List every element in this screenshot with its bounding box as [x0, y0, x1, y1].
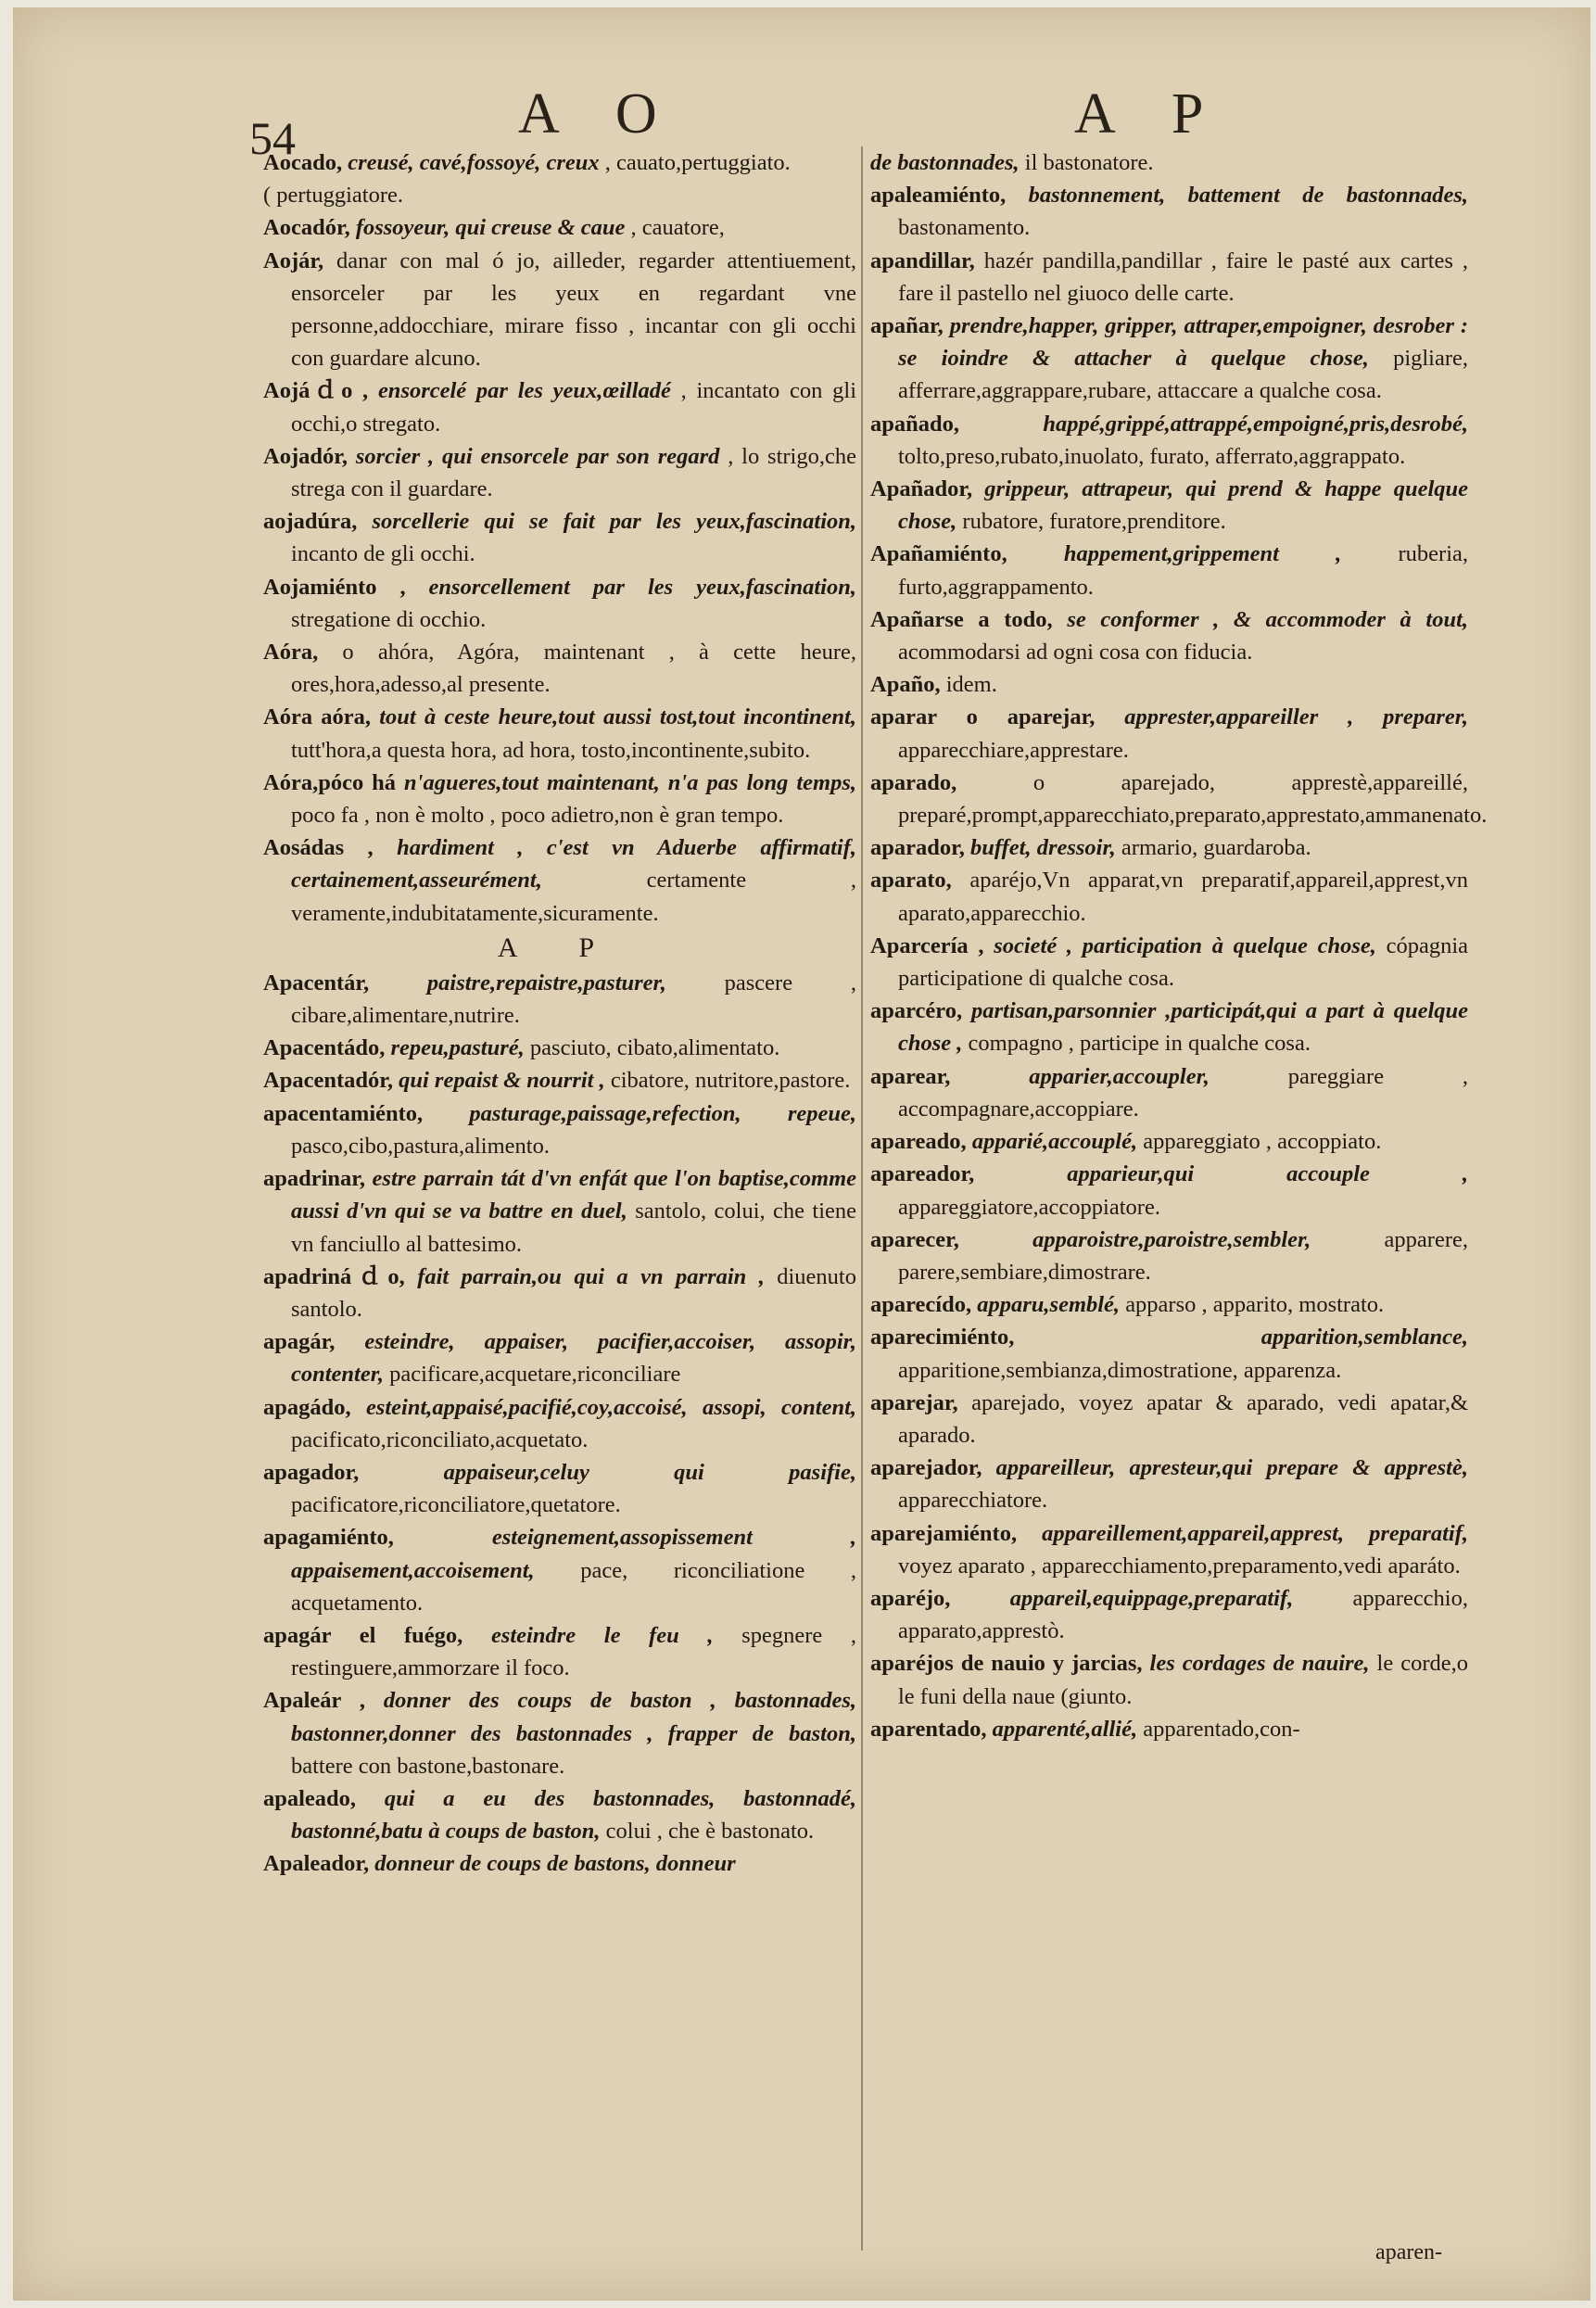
- dictionary-entry: [263, 1162, 856, 1261]
- dictionary-entry: [870, 473, 1468, 538]
- entry-italian: tutt'hora,a questa hora, ad hora, tosto,incontinente,subito.: [291, 737, 811, 763]
- dictionary-entry: [870, 1713, 1468, 1745]
- dictionary-entry: [263, 1032, 856, 1064]
- entry-headword: aparador,: [870, 835, 965, 861]
- entry-french: buffet, dressoir,: [970, 835, 1116, 861]
- entry-headword: apandillar,: [870, 247, 975, 273]
- entry-french: hardiment , c'est vn Aduerbe affirmatif, certainement,asseurément,: [291, 835, 856, 894]
- entry-italian: pareggiare , accompagnare,accoppiare.: [898, 1063, 1469, 1122]
- entry-french: donner des coups de baston , bastonnades, bastonner,donner des bastonnades , frapper de baston,: [291, 1688, 856, 1746]
- entry-headword: apagádo,: [263, 1394, 351, 1420]
- entry-headword: aparejador,: [870, 1455, 982, 1481]
- entry-italian: certamente , veramente,indubitatamente,sicuramente.: [291, 868, 856, 926]
- entry-headword: aparéjos de nauio y jarcias,: [870, 1651, 1143, 1677]
- entry-french: paistre,repaistre,pasturer,: [426, 970, 666, 995]
- entry-headword: apadrinar,: [263, 1166, 366, 1192]
- entry-french: esteindre le feu ,: [490, 1622, 714, 1648]
- dictionary-entry: [263, 701, 856, 766]
- entry-french: partisan,parsonnier ,participát,qui a part à quelque chose ,: [898, 998, 1469, 1057]
- dictionary-entry: [263, 1456, 856, 1521]
- dictionary-entry: [263, 1782, 856, 1847]
- entry-headword: Apaleár ,: [263, 1688, 365, 1714]
- entry-french: creusé, cavé,fossoyé, creux: [348, 150, 600, 175]
- section-heading: A P: [497, 932, 623, 963]
- entry-headword: Aojár,: [263, 247, 324, 273]
- entry-headword: Aosádas ,: [263, 835, 374, 861]
- entry-french: esteint,appaisé,pacifié,coy,accoisé, assopi, content,: [365, 1394, 857, 1420]
- dictionary-entry: [870, 930, 1468, 995]
- entry-italian: ruberia, furto,aggrappamento.: [898, 541, 1469, 600]
- dictionary-entry: [870, 603, 1468, 668]
- entry-french: les cordages de nauire,: [1149, 1651, 1370, 1677]
- dictionary-entry: [870, 1582, 1468, 1647]
- dictionary-entry: [263, 1391, 856, 1456]
- entry-italian: pacificare,acquetare,riconciliare: [389, 1362, 681, 1388]
- entry-french: societé , participation à quelque chose,: [994, 932, 1376, 958]
- dictionary-entry: [870, 1517, 1468, 1582]
- entry-headword: aparado,: [870, 769, 957, 795]
- entry-headword: Apacentádo,: [263, 1035, 386, 1061]
- entry-headword: aparar o aparejar,: [870, 704, 1096, 730]
- entry-headword: Aojadór,: [263, 443, 348, 469]
- entry-italian: acommodarsi ad ogni cosa con fiducia.: [898, 640, 1253, 666]
- column-divider: [861, 146, 863, 2251]
- entry-headword: apagár el fuégo,: [263, 1622, 463, 1648]
- entry-italian: apparecchio, apparato,apprestò.: [898, 1585, 1468, 1644]
- entry-italian: apparere, parere,sembiare,dimostrare.: [898, 1226, 1468, 1285]
- entry-italian: apparitione,sembianza,dimostratione, apparenza.: [898, 1357, 1342, 1383]
- entry-french: se conformer , & accommoder à tout,: [1067, 606, 1469, 632]
- dictionary-entry: [263, 571, 856, 636]
- entry-headword: aparcéro,: [870, 998, 963, 1024]
- entry-french: apparition,semblance,: [1260, 1325, 1468, 1351]
- entry-french: qui a eu des bastonnades, bastonnadé, bastonné,batu à coups de baston,: [291, 1785, 857, 1845]
- dictionary-entry: [263, 1097, 856, 1162]
- entry-headword: Aóra,: [263, 640, 319, 666]
- page-number: 54: [249, 112, 296, 164]
- entry-french: apparieur,qui accouple ,: [1067, 1161, 1469, 1187]
- dictionary-entry: [263, 211, 856, 244]
- entry-french: happé,grippé,attrappé,empoigné,pris,desrobé,: [1043, 411, 1468, 437]
- entry-french: repeu,pasturé,: [390, 1035, 525, 1061]
- entry-french: fossoyeur, qui creuse & caue: [355, 215, 626, 241]
- entry-italian: apparecchiatore.: [898, 1488, 1048, 1514]
- dictionary-entry: [870, 1647, 1468, 1712]
- dictionary-entry: [870, 668, 1468, 701]
- entry-headword: aparejamiénto,: [870, 1520, 1018, 1546]
- entry-italian: compagno , participe in qualche cosa.: [968, 1031, 1311, 1057]
- entry-italian: apparentado,con-: [1143, 1716, 1300, 1742]
- entry-french: esteignement,assopissement , appaisement,accoisement,: [291, 1525, 856, 1583]
- dictionary-entry: [263, 636, 856, 701]
- entry-italian: il bastonatore.: [1024, 150, 1154, 175]
- dictionary-entry: [870, 1387, 1468, 1452]
- entry-italian: santolo, colui, che tiene vn fanciullo al battesimo.: [291, 1198, 857, 1257]
- entry-italian: danar con mal ó jo, ailleder, regarder attentiuement, ensorceler par les yeux en regardant vne personne,addocchiare, mirare fisso , incantar con gli occhi con guardare alcuno.: [291, 247, 856, 372]
- dictionary-entry: [870, 864, 1468, 929]
- dictionary-entry: [263, 1521, 856, 1619]
- entry-italian: , cauato,pertuggiato.: [604, 150, 791, 175]
- dictionary-entry: [263, 146, 856, 179]
- dictionary-entry: [263, 1261, 856, 1325]
- entry-french: apparier,accoupler,: [1029, 1063, 1210, 1089]
- entry-italian: cibatore, nutritore,pastore.: [610, 1068, 851, 1094]
- entry-headword: Apacentadór,: [263, 1068, 393, 1094]
- dictionary-entry: [870, 701, 1468, 766]
- entry-headword: aparentado,: [870, 1716, 987, 1742]
- entry-french: grippeur, attrapeur, qui prend & happe quelque chose,: [898, 476, 1469, 535]
- dictionary-entry: [263, 967, 856, 1032]
- entry-french: sorcellerie qui se fait par les yeux,fascination,: [372, 509, 857, 535]
- entry-french: happement,grippement ,: [1063, 541, 1342, 567]
- dictionary-entry: [870, 1224, 1468, 1288]
- entry-french: appareil,equippage,preparatif,: [1009, 1585, 1294, 1611]
- entry-french: appaiseur,celuy qui pasifie,: [443, 1459, 856, 1485]
- entry-headword: apadrináｄo,: [263, 1263, 405, 1289]
- entry-italian: stregatione di occhio.: [291, 606, 487, 632]
- entry-headword: apaleamiénto,: [870, 183, 1007, 209]
- entry-headword: Aóra,póco há: [263, 769, 397, 795]
- dictionary-entry: [870, 1288, 1468, 1321]
- dictionary-entry: [263, 1847, 856, 1880]
- entry-french: apprester,appareiller , preparer,: [1124, 704, 1469, 730]
- dictionary-entry: [870, 1321, 1468, 1386]
- entry-headword: Aojamiénto ,: [263, 574, 406, 600]
- entry-italian: incanto de gli occhi.: [291, 541, 475, 567]
- dictionary-entry: [263, 245, 856, 375]
- entry-french: estre parrain tát d'vn enfát que l'on baptise,comme aussi d'vn qui se va battre en duel,: [291, 1166, 857, 1224]
- entry-italian: apparecchiare,apprestare.: [898, 737, 1129, 763]
- dictionary-entry: [870, 1125, 1468, 1158]
- right-running-head: A P: [1074, 82, 1226, 146]
- entry-italian: battere con bastone,bastonare.: [291, 1753, 565, 1779]
- entry-italian: spegnere , restinguere,ammorzare il foco.: [291, 1622, 856, 1681]
- entry-french: prendre,happer, gripper, attraper,empoigner, desrober : se ioindre & attacher à quelque chose,: [898, 313, 1468, 372]
- entry-italian: tolto,preso,rubato,inuolato, furato, afferrato,aggrappato.: [898, 443, 1406, 469]
- entry-headword: aparecer,: [870, 1226, 959, 1252]
- dictionary-entry: [870, 767, 1488, 831]
- entry-italian: pacificatore,riconciliatore,quetatore.: [291, 1492, 621, 1518]
- right-column: [870, 146, 1488, 1745]
- dictionary-entry: [870, 831, 1468, 864]
- entry-headword: apañado,: [870, 411, 960, 437]
- entry-headword: aparato,: [870, 868, 952, 894]
- catchword: aparen-: [1375, 2240, 1442, 2264]
- entry-french: apparié,accouplé,: [971, 1129, 1138, 1155]
- entry-headword: apareador,: [870, 1161, 975, 1187]
- entry-french: donneur de coups de bastons, donneur: [374, 1851, 736, 1877]
- dictionary-entry: [870, 146, 1468, 179]
- dictionary-entry: [263, 1064, 856, 1097]
- dictionary-entry: [263, 505, 856, 570]
- entry-italian: o aparejado, apprestè,appareillé, preparé,prompt,apparecchiato,preparato,apprestato,ammanenato.: [898, 769, 1488, 829]
- dictionary-entry: [263, 767, 856, 831]
- dictionary-entry: [263, 1325, 856, 1390]
- entry-french: qui repaist & nourrit ,: [399, 1068, 605, 1094]
- entry-french: apparoistre,paroistre,sembler,: [1032, 1226, 1311, 1252]
- entry-headword: aparear,: [870, 1063, 951, 1089]
- entry-italian: armario, guardaroba.: [1121, 835, 1311, 861]
- entry-headword: Apañamiénto,: [870, 541, 1007, 567]
- document-page: [13, 7, 1590, 2301]
- entry-headword: Aóra aóra,: [263, 704, 372, 730]
- entry-italian: pacificato,riconciliato,acquetato.: [291, 1427, 589, 1452]
- dictionary-entry: [870, 1158, 1468, 1223]
- entry-italian: pace, riconciliatione , acquetamento.: [291, 1557, 857, 1616]
- entry-italian: ( pertuggiatore.: [263, 183, 404, 209]
- entry-headword: aparecimiénto,: [870, 1325, 1015, 1351]
- entry-french: appareilleur, apresteur,qui prepare & apprestè,: [995, 1455, 1468, 1481]
- entry-headword: apagár,: [263, 1329, 336, 1355]
- entry-italian: bastonamento.: [898, 215, 1031, 241]
- dictionary-entry: [870, 179, 1468, 244]
- entry-french: fait parrain,ou qui a vn parrain ,: [417, 1263, 765, 1289]
- entry-headword: Apañador,: [870, 476, 973, 502]
- entry-italian: colui , che è bastonato.: [605, 1819, 815, 1845]
- entry-italian: apparso , apparito, mostrato.: [1125, 1292, 1385, 1318]
- entry-italian: , cauatore,: [630, 215, 725, 241]
- entry-headword: apacentamiénto,: [263, 1100, 424, 1126]
- entry-french: apparenté,allié,: [992, 1716, 1138, 1742]
- entry-french: de bastonnades,: [870, 150, 1020, 175]
- entry-italian: voyez aparato , apparecchiamento,preparamento,vedi aparáto.: [898, 1553, 1461, 1579]
- dictionary-entry: [870, 408, 1468, 473]
- entry-headword: apagamiénto,: [263, 1525, 394, 1551]
- dictionary-entry: [870, 995, 1468, 1059]
- left-running-head: A O: [518, 82, 679, 146]
- dictionary-entry: [263, 440, 856, 505]
- entry-french: bastonnement, battement de bastonnades,: [1028, 183, 1468, 209]
- dictionary-entry: [263, 374, 856, 439]
- entry-headword: apagador,: [263, 1459, 360, 1485]
- entry-italian: pasco,cibo,pastura,alimento.: [291, 1133, 550, 1159]
- entry-italian: diuenuto santolo.: [291, 1263, 856, 1322]
- entry-headword: Apaleador,: [263, 1851, 370, 1877]
- entry-italian: appareggiatore,accoppiatore.: [898, 1194, 1160, 1220]
- entry-french: tout à ceste heure,tout aussi tost,tout incontinent,: [379, 704, 856, 730]
- entry-italian: idem.: [945, 672, 997, 698]
- entry-headword: apañar,: [870, 313, 944, 339]
- entry-french: pasturage,paissage,refection, repeue,: [469, 1100, 857, 1126]
- entry-french: apparu,semblé,: [977, 1292, 1121, 1318]
- entry-headword: aojadúra,: [263, 509, 358, 535]
- entry-italian: , lo strigo,che strega con il guardare.: [291, 443, 856, 502]
- entry-french: ensorcelé par les yeux,œilladé: [377, 378, 671, 404]
- entry-italian: cópagnia participatione di qualche cosa.: [898, 932, 1469, 992]
- entry-headword: aparecído,: [870, 1292, 972, 1318]
- entry-headword: Aocadór,: [263, 215, 350, 241]
- entry-italian: poco fa , non è molto , poco adietro,non è gran tempo.: [291, 803, 784, 829]
- entry-headword: aparejar,: [870, 1389, 958, 1415]
- entry-french: esteindre, appaiser, pacifier,accoiser, assopir, contenter,: [291, 1329, 856, 1388]
- entry-french: appareillement,appareil,apprest, preparatif,: [1042, 1520, 1468, 1546]
- entry-headword: Aojáｄo ,: [263, 378, 369, 404]
- entry-italian: aparejado, voyez apatar & aparado, vedi apatar,& aparado.: [898, 1389, 1469, 1448]
- entry-french: sorcier , qui ensorcele par son regard: [355, 443, 720, 469]
- entry-headword: Apañarse a todo,: [870, 606, 1053, 632]
- entry-italian: hazér pandilla,pandillar , faire le pasté aux cartes , fare il pastello nel giuoco delle carte.: [898, 247, 1469, 306]
- entry-headword: Apacentár,: [263, 970, 370, 995]
- entry-italian: pigliare, afferrare,aggrappare,rubare, attaccare a qualche cosa.: [898, 346, 1469, 404]
- entry-italian: o ahóra, Agóra, maintenant , à cette heure, ores,hora,adesso,al presente.: [291, 640, 857, 698]
- entry-italian: aparéjo,Vn apparat,vn preparatif,appareil,apprest,vn aparato,apparecchio.: [898, 868, 1468, 926]
- dictionary-entry: [263, 1619, 856, 1684]
- entry-italian: pasciuto, cibato,alimentato.: [529, 1035, 780, 1061]
- entry-headword: Aparcería ,: [870, 932, 984, 958]
- entry-italian: rubatore, furatore,prenditore.: [962, 509, 1226, 535]
- entry-headword: aparéjo,: [870, 1585, 951, 1611]
- dictionary-entry: [263, 1684, 856, 1782]
- left-column: [263, 146, 856, 1881]
- dictionary-entry: [263, 831, 856, 930]
- entry-italian: , incantato con gli occhi,o stregato.: [291, 378, 857, 437]
- entry-italian: le corde,o le funi della naue (giunto.: [898, 1651, 1469, 1709]
- entry-headword: Aocado,: [263, 150, 343, 175]
- entry-italian: pascere , cibare,alimentare,nutrire.: [291, 970, 856, 1029]
- dictionary-entry: [870, 1452, 1468, 1516]
- dictionary-entry: [870, 245, 1468, 310]
- dictionary-entry: [870, 310, 1468, 408]
- dictionary-entry: [263, 179, 856, 211]
- entry-french: ensorcellement par les yeux,fascination,: [428, 574, 856, 600]
- dictionary-entry: [870, 1060, 1468, 1125]
- entry-italian: appareggiato , accoppiato.: [1143, 1129, 1382, 1155]
- entry-headword: apareado,: [870, 1129, 967, 1155]
- entry-french: n'agueres,tout maintenant, n'a pas long temps,: [404, 769, 856, 795]
- entry-headword: Apaño,: [870, 672, 941, 698]
- dictionary-entry: [870, 538, 1468, 602]
- entry-headword: apaleado,: [263, 1785, 357, 1811]
